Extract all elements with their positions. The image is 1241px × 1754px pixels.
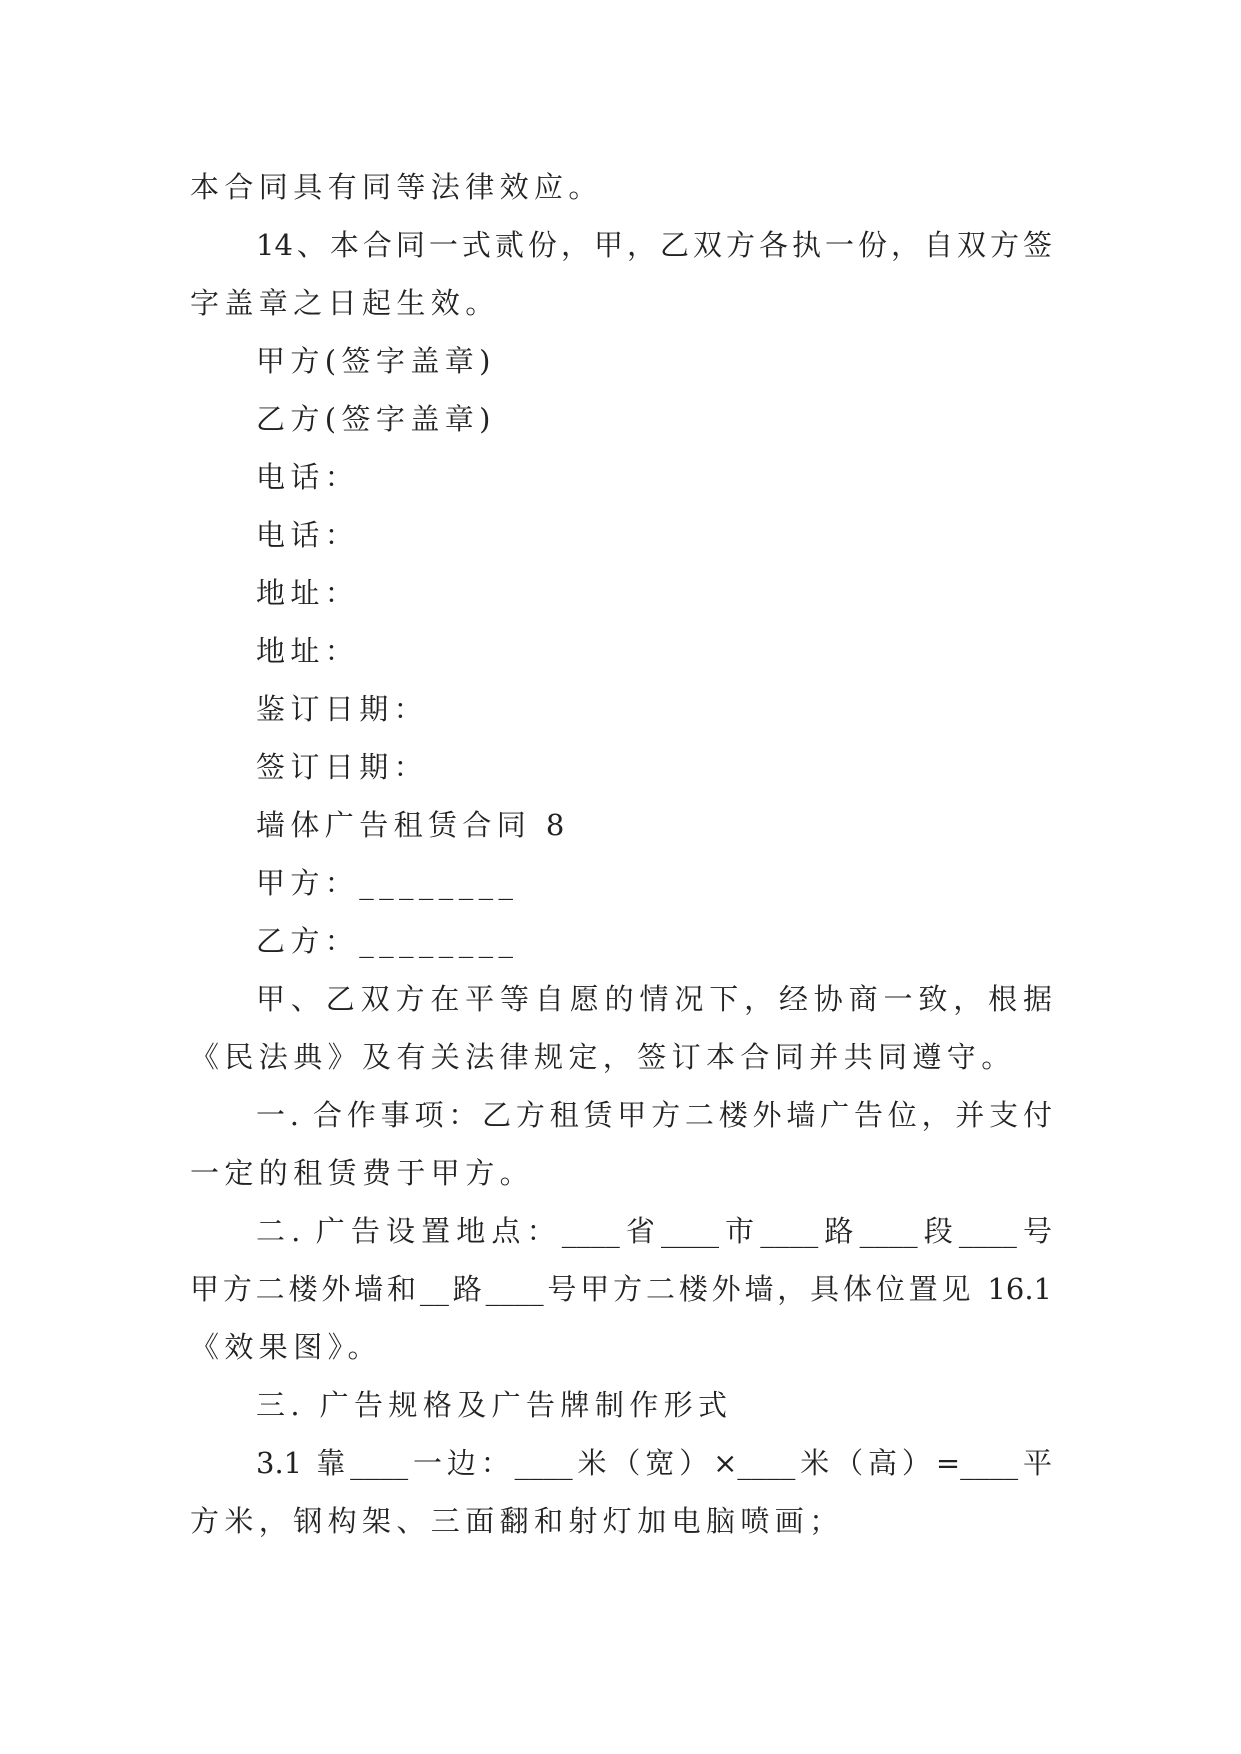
text-line: 方米，钢构架、三面翻和射灯加电脑喷画； xyxy=(190,1504,844,1538)
phone-field: 电话： xyxy=(256,460,360,494)
text-line: 甲方二楼外墙和__路____号甲方二楼外墙，具体位置见 16.1 xyxy=(190,1272,1052,1306)
text-line: 甲、乙双方在平等自愿的情况下，经协商一致，根据 xyxy=(256,982,1052,1016)
contract-title: 墙体广告租赁合同 8 xyxy=(256,808,570,842)
address-field: 地址： xyxy=(256,576,360,610)
signature-party-b: 乙方(签字盖章) xyxy=(256,402,496,436)
document-body xyxy=(190,158,1052,1550)
address-field: 地址： xyxy=(256,634,360,668)
clause-heading: 三. 广告规格及广告牌制作形式 xyxy=(256,1388,733,1422)
text-line: 《民法典》及有关法律规定，签订本合同并共同遵守。 xyxy=(190,1040,1016,1074)
sign-date-field: 鉴订日期： xyxy=(256,692,429,726)
sign-date-field: 签订日期： xyxy=(256,750,429,784)
text-line: 14、本合同一式贰份，甲，乙双方各执一份，自双方签 xyxy=(256,228,1052,262)
text-line: 本合同具有同等法律效应。 xyxy=(190,170,603,204)
clause-heading: 二. 广告设置地点：____省____市____路____段____号 xyxy=(256,1214,1052,1248)
text-line: 《效果图》。 xyxy=(190,1330,382,1364)
party-a-field: 甲方：________ xyxy=(256,866,519,900)
party-b-field: 乙方：________ xyxy=(256,924,519,958)
clause-item: 3.1 靠____一边：____米（宽）×____米（高）=____平 xyxy=(256,1446,1052,1480)
text-line: 一定的租赁费于甲方。 xyxy=(190,1156,535,1190)
clause-heading: 一. 合作事项：乙方租赁甲方二楼外墙广告位，并支付 xyxy=(256,1098,1052,1132)
signature-party-a: 甲方(签字盖章) xyxy=(256,344,496,378)
phone-field: 电话： xyxy=(256,518,360,552)
text-line: 字盖章之日起生效。 xyxy=(190,286,500,320)
